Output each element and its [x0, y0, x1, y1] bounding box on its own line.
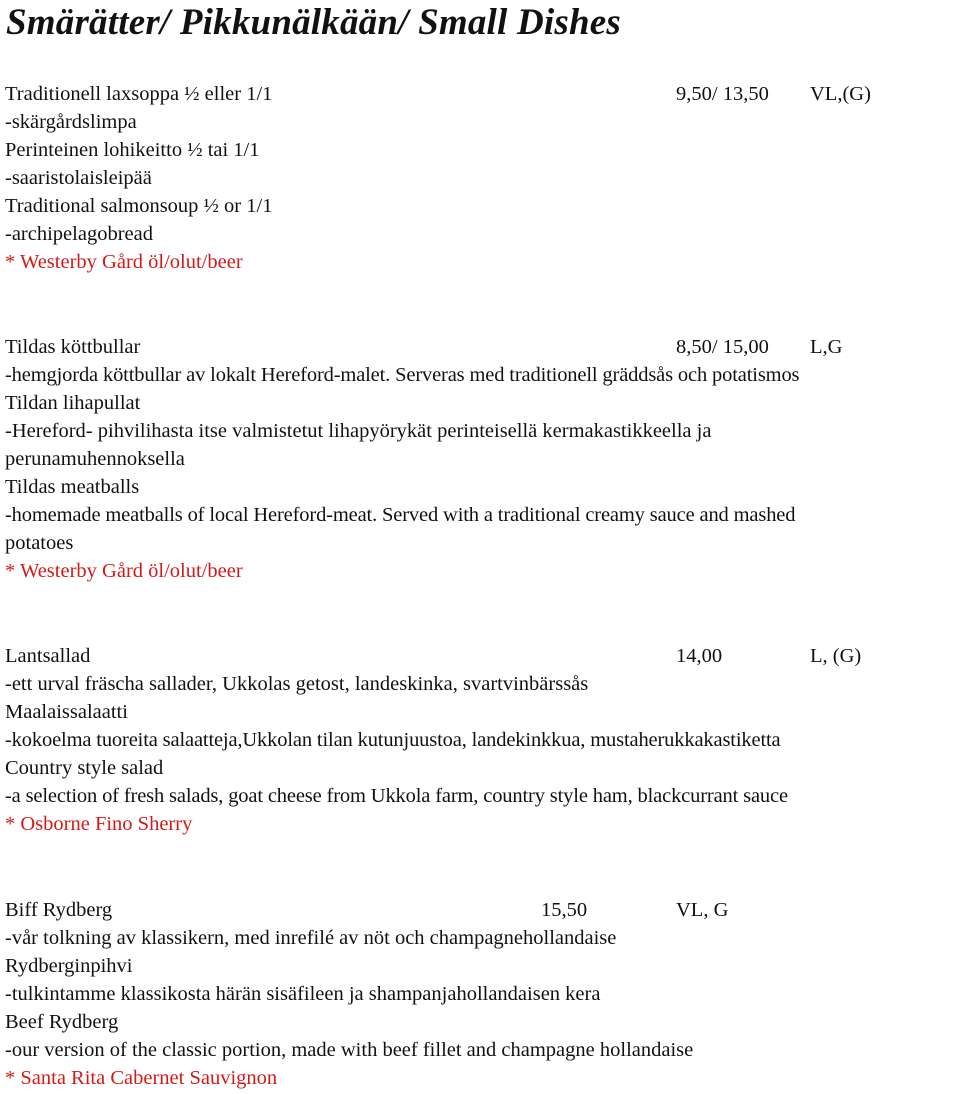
- dish-price: 14,00: [676, 645, 723, 667]
- drink-pairing: * Westerby Gård öl/olut/beer: [5, 560, 243, 582]
- dish-description-line: -tulkintamme klassikosta härän sisäfileen ja shampanjahollandaisen kera: [5, 983, 601, 1005]
- dish-description-line: -vår tolkning av klassikern, med inrefilé av nöt och champagnehollandaise: [5, 927, 617, 949]
- dish-description-line: -Hereford- pihvilihasta itse valmistetut lihapyörykät perinteisellä kermakastikkeella ja: [5, 420, 712, 442]
- drink-pairing: * Santa Rita Cabernet Sauvignon: [5, 1067, 278, 1089]
- dish-price: 8,50/ 15,00: [676, 336, 769, 358]
- dish-description-line: Tildas meatballs: [5, 476, 140, 498]
- dish-description-line: Perinteinen lohikeitto ½ tai 1/1: [5, 139, 260, 161]
- dish-description-line: Maalaissalaatti: [5, 701, 128, 723]
- dish-name: Traditionell laxsoppa ½ eller 1/1: [5, 83, 273, 105]
- dish-description-line: -saaristolaisleipää: [5, 167, 152, 189]
- dish-diet-codes: VL,(G): [810, 83, 871, 105]
- drink-pairing: * Osborne Fino Sherry: [5, 813, 193, 835]
- dish-name: Biff Rydberg: [5, 899, 113, 921]
- dish-description-line: -our version of the classic portion, made with beef fillet and champagne hollandaise: [5, 1039, 694, 1061]
- dish-diet-codes: VL, G: [676, 899, 729, 921]
- dish-description-line: -hemgjorda köttbullar av lokalt Hereford-malet. Serveras med traditionell gräddsås och potatismos: [5, 364, 800, 386]
- dish-description-line: -archipelagobread: [5, 223, 153, 245]
- dish-diet-codes: L, (G): [810, 645, 862, 667]
- dish-description-line: -a selection of fresh salads, goat cheese from Ukkola farm, country style ham, blackcurrant sauce: [5, 785, 788, 807]
- dish-price: 9,50/ 13,50: [676, 83, 769, 105]
- dish-description-line: perunamuhennoksella: [5, 448, 185, 470]
- dish-description-line: -kokoelma tuoreita salaatteja,Ukkolan tilan kutunjuustoa, landekinkkua, mustaherukkakastiketta: [5, 729, 781, 751]
- page-title: Smärätter/ Pikkunälkään/ Small Dishes: [6, 2, 621, 43]
- dish-diet-codes: L,G: [810, 336, 843, 358]
- dish-description-line: Country style salad: [5, 757, 164, 779]
- dish-description-line: Beef Rydberg: [5, 1011, 119, 1033]
- dish-description-line: Traditional salmonsoup ½ or 1/1: [5, 195, 273, 217]
- dish-name: Tildas köttbullar: [5, 336, 141, 358]
- dish-name: Lantsallad: [5, 645, 91, 667]
- dish-description-line: -ett urval fräscha sallader, Ukkolas getost, landeskinka, svartvinbärssås: [5, 673, 589, 695]
- dish-description-line: -skärgårdslimpa: [5, 111, 137, 133]
- dish-description-line: -homemade meatballs of local Hereford-meat. Served with a traditional creamy sauce and mashed: [5, 504, 796, 526]
- dish-description-line: potatoes: [5, 532, 74, 554]
- dish-description-line: Rydberginpihvi: [5, 955, 133, 977]
- dish-price: 15,50: [541, 899, 588, 921]
- drink-pairing: * Westerby Gård öl/olut/beer: [5, 251, 243, 273]
- dish-description-line: Tildan lihapullat: [5, 392, 141, 414]
